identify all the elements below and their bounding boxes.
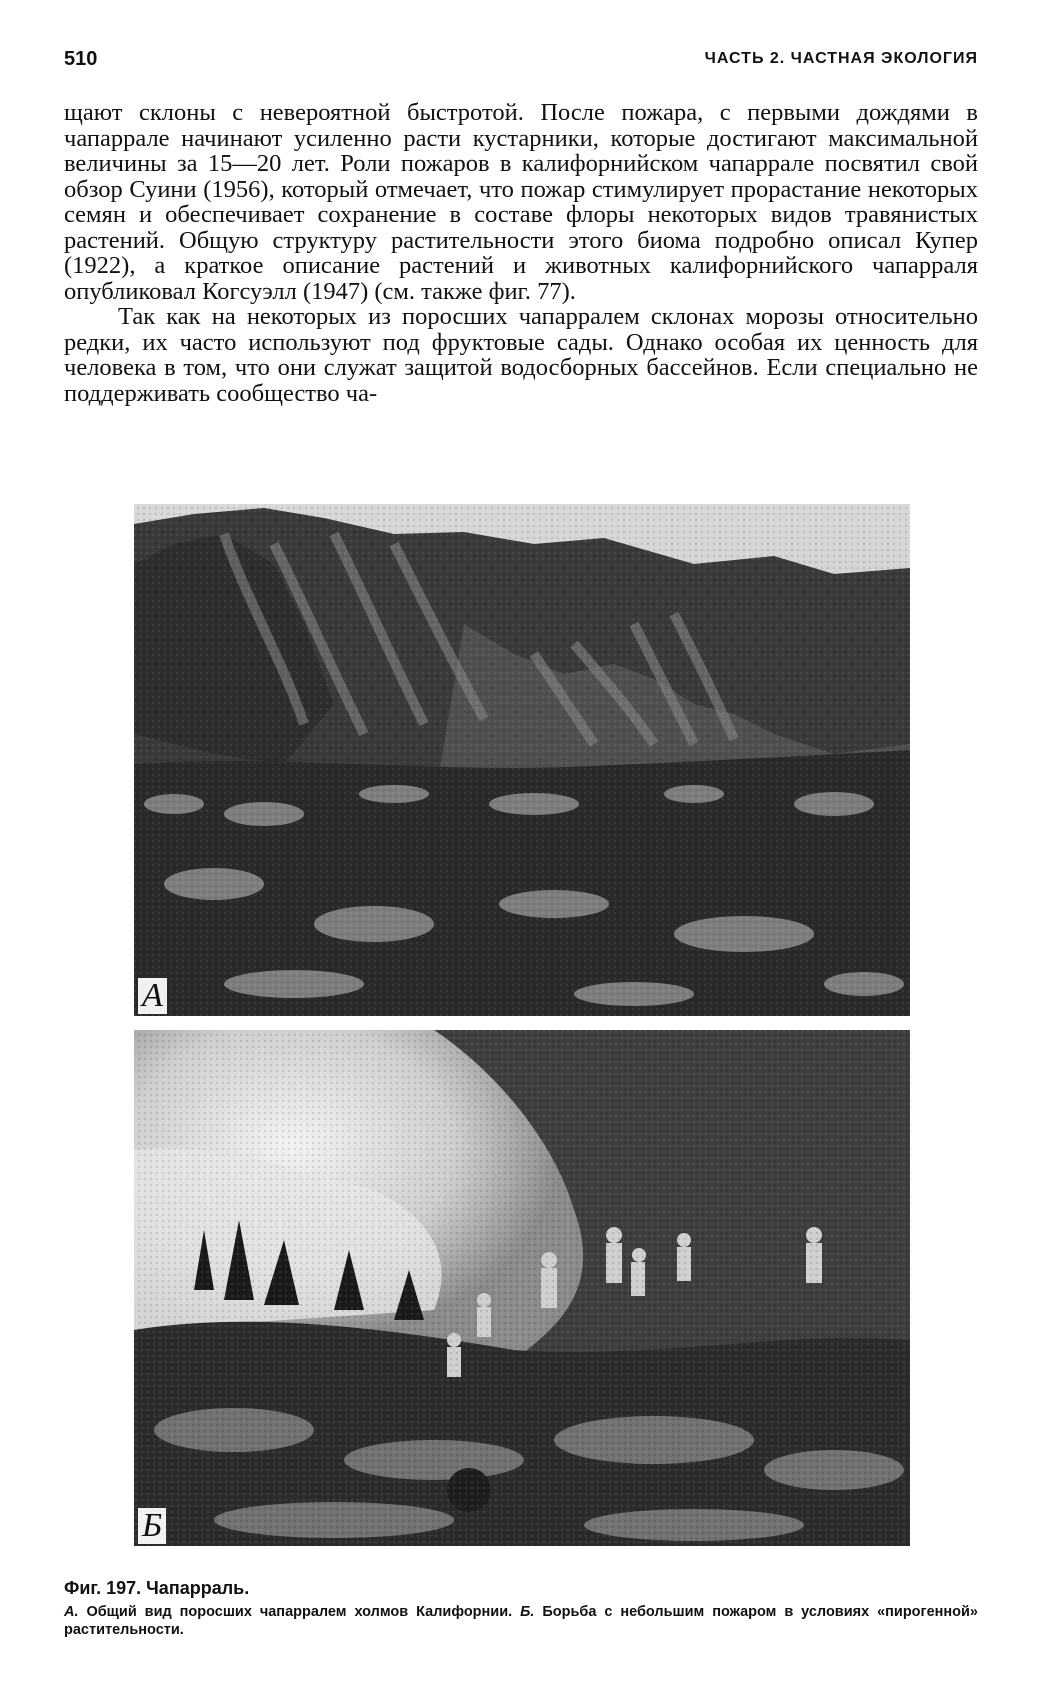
paragraph-1: щают склоны с невероятной быстротой. После пожара, с первыми дождями в чапаррале начинают усиленно расти кустарники, которые достигают максимальной величины за 15—20 лет. Роли пожаров в калифорнийском чапаррале посвятил свой обзор Суини (1956), который отмечает, что пожар стимулирует прорастание некоторых семян и обеспечивает сохранение в составе флоры некоторых видов травянистых растений. Общую структуру растительности этого биома подробно описал Купер (1922), а краткое описание растений и животных калифорнийского чапарраля опубликовал Когсуэлл (1947) (см. также фиг. 77).	[64, 99, 978, 305]
page-header	[64, 48, 978, 76]
fire-smoke-image	[134, 1030, 910, 1546]
legend-a-marker: А.	[64, 1604, 79, 1620]
photo-chaparral-hills	[134, 504, 910, 1016]
body-text	[64, 100, 978, 406]
figure-title: Фиг. 197. Чапарраль.	[64, 1578, 250, 1598]
photo-fire-fighting	[134, 1030, 910, 1546]
figure-legend	[64, 1603, 978, 1639]
running-head: ЧАСТЬ 2. ЧАСТНАЯ ЭКОЛОГИЯ	[704, 50, 978, 67]
page-number: 510	[64, 48, 98, 70]
figure-caption	[64, 1578, 978, 1639]
hills-landscape-image	[134, 504, 910, 1016]
legend-a-text: Общий вид поросших чапарралем холмов Калифорнии.	[86, 1604, 513, 1620]
legend-b-marker: Б.	[520, 1604, 535, 1620]
legend-b-text: Борьба с небольшим пожаром в условиях «пирогенной» растительности.	[64, 1604, 978, 1638]
panel-label-b: Б	[138, 1508, 166, 1544]
panel-label-a: А	[138, 978, 167, 1014]
paragraph-2: Так как на некоторых из поросших чапарралем склонах морозы относительно редки, их часто используют под фруктовые сады. Однако особая их ценность для человека в том, что они служат защитой водосборных бассейнов. Если специально не поддерживать сообщество ча-	[64, 303, 978, 407]
